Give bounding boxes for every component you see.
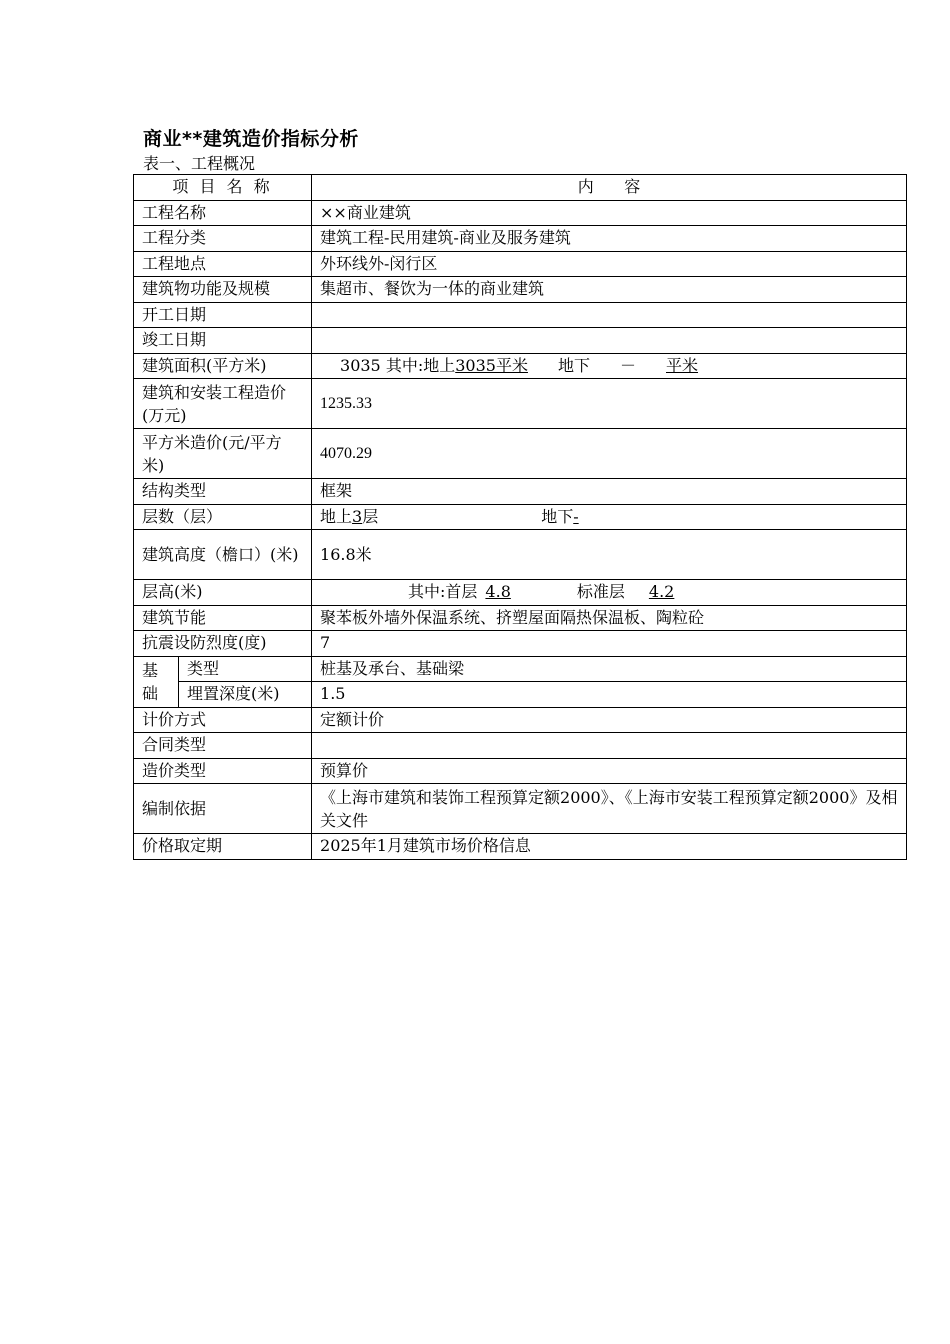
row-label: 计价方式 [134, 707, 312, 733]
floors-below: - [573, 506, 579, 526]
row-label: 层数（层） [134, 504, 312, 530]
table-row [134, 580, 907, 606]
floors-above-unit: 层 [362, 506, 379, 526]
table-row [134, 353, 907, 379]
table-row [134, 328, 907, 354]
floors-below-label: 地下 [541, 506, 574, 526]
table-row [134, 277, 907, 303]
table-row [134, 379, 907, 429]
area-total: 3035 [340, 355, 381, 375]
std-floor-height: 4.2 [648, 582, 675, 602]
row-label: 层高(米) [134, 580, 312, 606]
table-row [134, 200, 907, 226]
first-floor-label: 其中:首层 [408, 582, 478, 602]
row-value: 预算价 [312, 758, 907, 784]
row-value [312, 328, 907, 354]
row-value: 建筑工程-民用建筑-商业及服务建筑 [312, 226, 907, 252]
row-value: 1235.33 [312, 379, 907, 429]
area-above: 3035平米 [455, 355, 528, 375]
table-row [134, 226, 907, 252]
table-row [134, 504, 907, 530]
area-middle: 其中:地上 [385, 355, 456, 375]
row-label: 建筑和安装工程造价(万元) [134, 379, 312, 429]
row-label: 建筑节能 [134, 605, 312, 631]
table-row [134, 758, 907, 784]
table-row [134, 605, 907, 631]
row-value: 《上海市建筑和装饰工程预算定额2000》、《上海市安装工程预算定额2000》及相关文件 [312, 784, 907, 834]
row-value: 聚苯板外墙外保温系统、挤塑屋面隔热保温板、陶粒砼 [312, 605, 907, 631]
row-label: 结构类型 [134, 479, 312, 505]
row-value: 集超市、餐饮为一体的商业建筑 [312, 277, 907, 303]
row-value [312, 302, 907, 328]
row-label: 竣工日期 [134, 328, 312, 354]
row-label: 建筑面积(平方米) [134, 353, 312, 379]
row-value-area [312, 353, 907, 379]
page-title: 商业**建筑造价指标分析 [143, 128, 359, 150]
row-value: 16.8米 [312, 530, 907, 580]
row-label: 建筑高度（檐口）(米) [134, 530, 312, 580]
table-row [134, 834, 907, 860]
foundation-label: 基础 [134, 656, 179, 707]
std-floor-label: 标准层 [576, 582, 625, 602]
row-label: 工程地点 [134, 251, 312, 277]
row-value: ××商业建筑 [312, 200, 907, 226]
first-floor-height: 4.8 [485, 582, 511, 602]
table-row [134, 479, 907, 505]
row-label: 开工日期 [134, 302, 312, 328]
row-label: 造价类型 [134, 758, 312, 784]
foundation-type-label: 类型 [179, 656, 312, 682]
table-row [134, 707, 907, 733]
table-row [134, 429, 907, 479]
row-value: 定额计价 [312, 707, 907, 733]
header-item: 项 目 名 称 [134, 175, 312, 201]
area-below: － [619, 355, 636, 375]
row-label: 工程分类 [134, 226, 312, 252]
row-label: 价格取定期 [134, 834, 312, 860]
floors-above: 3 [352, 506, 363, 526]
table-row [134, 530, 907, 580]
row-value: 框架 [312, 479, 907, 505]
row-value-floors [312, 504, 907, 530]
foundation-type-value: 桩基及承台、基础梁 [312, 656, 907, 682]
foundation-depth-value: 1.5 [312, 682, 907, 708]
row-value [312, 733, 907, 759]
row-label: 编制依据 [134, 784, 312, 834]
row-value: 外环线外-闵行区 [312, 251, 907, 277]
table-caption: 表一、工程概况 [143, 154, 256, 173]
table-header-row [134, 175, 907, 201]
row-label: 抗震设防烈度(度) [134, 631, 312, 657]
table-row [134, 302, 907, 328]
table-row [134, 784, 907, 834]
foundation-depth-label: 埋置深度(米) [179, 682, 312, 708]
row-value: 4070.29 [312, 429, 907, 479]
floors-above-label: 地上 [320, 506, 353, 526]
area-unit: 平米 [666, 355, 699, 375]
area-below-label: 地下 [557, 355, 590, 375]
row-label: 平方米造价(元/平方米) [134, 429, 312, 479]
row-label: 建筑物功能及规模 [134, 277, 312, 303]
row-value: 2025年1月建筑市场价格信息 [312, 834, 907, 860]
row-value-floor-height [312, 580, 907, 606]
row-value: 7 [312, 631, 907, 657]
row-label: 合同类型 [134, 733, 312, 759]
table-row [134, 656, 907, 682]
table-row [134, 251, 907, 277]
row-label: 工程名称 [134, 200, 312, 226]
table-row [134, 733, 907, 759]
table-row [134, 682, 907, 708]
table-row [134, 631, 907, 657]
header-content: 内 容 [312, 175, 907, 201]
project-overview-table [133, 174, 907, 860]
